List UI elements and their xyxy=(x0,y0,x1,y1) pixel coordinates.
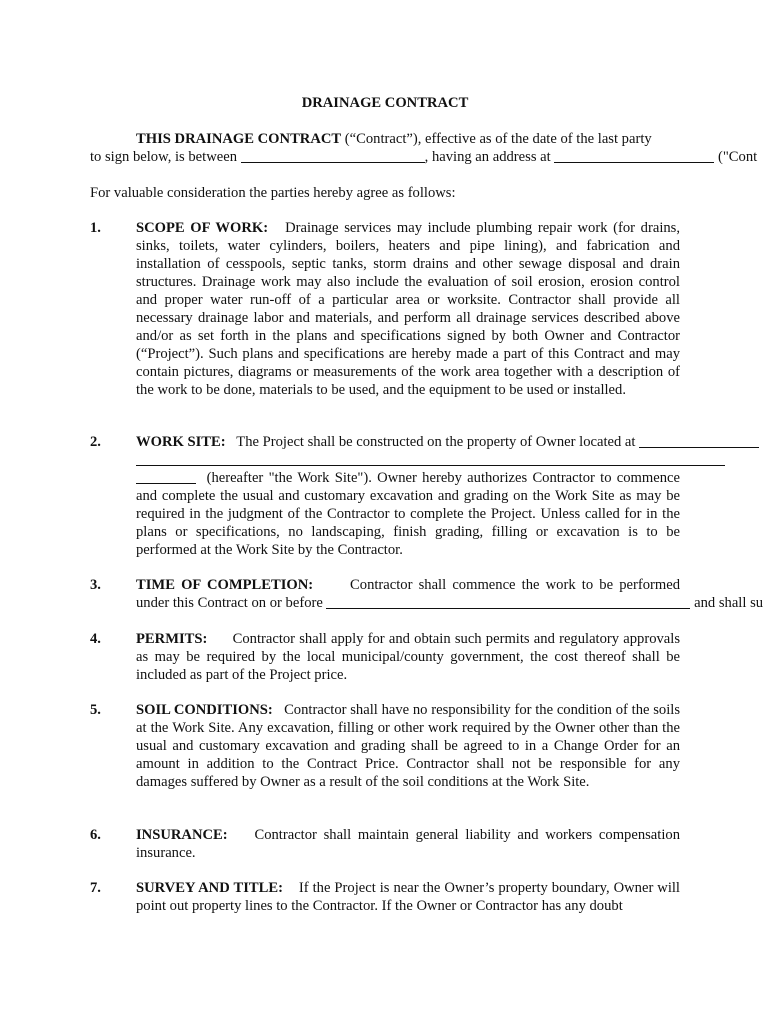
section-text: Drainage services may include plumbing repair work (for drains, sinks, toilets, water cylinders, boilers, heaters and pipe lining), and fabrication and installation of cesspools, septic tanks, storm drains and other sewage disposal and drain structures. Drainage work may also include the evaluation of soil erosion, erosion control and proper water run-off of a particular area or worksite. Contractor shall provide all necessary drainage labor and materials, and perform all drainage services described above and/or as set forth in the plans and specifications signed by both Owner and Contractor (“Project”). Such plans and specifications are hereby made a part of this Contract and may contain pictures, diagrams or measurements of the work area together with a description of the work to be done, materials to be used, and the equipment to be used or installed. xyxy=(136,220,681,398)
section-number: 3. xyxy=(90,577,101,593)
intro-address-text: , having an address at xyxy=(424,149,555,165)
section-heading: WORK SITE: xyxy=(136,434,226,450)
section-heading: SURVEY AND TITLE: xyxy=(136,880,283,896)
work-site-address-blank[interactable] xyxy=(639,433,759,448)
section-heading: PERMITS: xyxy=(136,631,208,647)
section-time-of-completion-line-1 xyxy=(136,576,680,594)
section-number: 5. xyxy=(90,702,101,718)
section-number: 2. xyxy=(90,434,101,450)
section-work-site-line-1 xyxy=(136,433,759,451)
work-site-address-blank-2[interactable] xyxy=(136,451,725,466)
section-survey-and-title xyxy=(136,879,680,915)
work-site-address-blank-line[interactable] xyxy=(136,451,725,469)
section-insurance xyxy=(136,826,680,862)
party-name-blank[interactable] xyxy=(241,148,425,163)
section-text: If the Project is near the Owner’s property boundary, Owner will point out property lines to the Contractor. If the Owner or Contractor has any doubt xyxy=(136,880,680,914)
section-text: Contractor shall maintain general liability and workers compensation insurance. xyxy=(136,827,680,861)
section-text: (hereafter "the Work Site"). Owner hereby authorizes Contractor to commence and complete the usual and customary excavation and grading on the Work Site as may be required in the judgment of the Contractor to complete the Project. Unless called for in the plans or specifications, no landscaping, finish grading, filling or excavation is to be performed at the Work Site by the Contractor. xyxy=(136,470,680,558)
section-number: 7. xyxy=(90,880,101,896)
section-text: under this Contract on or before xyxy=(136,595,327,611)
section-text: Contractor shall have no responsibility for the condition of the soils at the Work Site. Any excavation, filling or other work required by the Owner other than the usual and customary excavation and grading shall be agreed to in a Change Order for an amount in addition to the Contract Price. Contractor shall not be responsible for any damages suffered by Owner as a result of the soil conditions at the Work Site. xyxy=(136,702,681,790)
intro-contractor-text: ("Cont xyxy=(714,149,758,165)
start-date-blank[interactable] xyxy=(326,594,690,609)
intro-between-text: to sign below, is between xyxy=(90,149,241,165)
section-permits xyxy=(136,630,680,684)
section-heading: SCOPE OF WORK: xyxy=(136,220,269,236)
intro-line-2 xyxy=(90,148,757,166)
section-heading: INSURANCE: xyxy=(136,827,228,843)
section-time-of-completion-line-2 xyxy=(136,594,763,612)
section-text: The Project shall be constructed on the property of Owner located at xyxy=(236,434,640,450)
intro-line-1 xyxy=(136,130,652,148)
section-text: Contractor shall commence the work to be performed xyxy=(350,577,680,593)
section-heading: TIME OF COMPLETION: xyxy=(136,577,314,593)
document-title: DRAINAGE CONTRACT xyxy=(301,95,469,111)
section-number: 4. xyxy=(90,631,101,647)
section-scope-of-work xyxy=(136,219,680,399)
work-site-address-blank-3[interactable] xyxy=(136,469,196,484)
section-number: 6. xyxy=(90,827,101,843)
section-text: and shall su xyxy=(690,595,764,611)
section-text: Contractor shall apply for and obtain such permits and regulatory approvals as may be required by the local municipal/county government, the cost thereof shall be included as part of the Project price. xyxy=(136,631,680,683)
section-work-site xyxy=(136,469,680,559)
section-heading: SOIL CONDITIONS: xyxy=(136,702,273,718)
section-number: 1. xyxy=(90,220,101,236)
intro-lead: THIS DRAINAGE CONTRACT xyxy=(136,131,342,147)
intro-lead-rest: (“Contract”), effective as of the date of the last party xyxy=(341,131,652,147)
section-soil-conditions xyxy=(136,701,680,791)
consideration-text: For valuable consideration the parties hereby agree as follows: xyxy=(90,185,456,201)
party-address-blank[interactable] xyxy=(554,148,714,163)
